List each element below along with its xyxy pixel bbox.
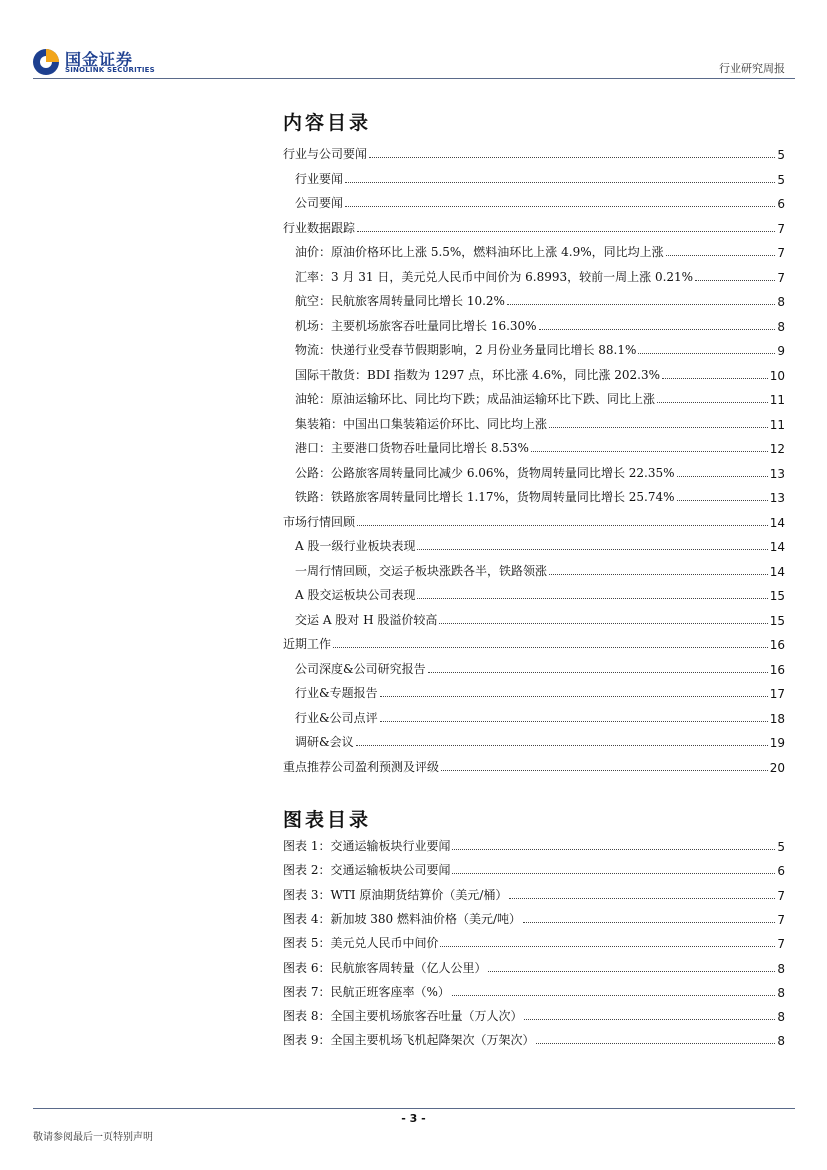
toc-entry-label: A 股交运板块公司表现 bbox=[295, 588, 416, 602]
toc-entry-page: 14 bbox=[769, 515, 785, 530]
toc-leader-dots bbox=[380, 695, 768, 697]
toc-entry-label: 行业&公司点评 bbox=[295, 710, 378, 725]
toc-entry-label: 图表 4：新加坡 380 燃料油价格（美元/吨） bbox=[283, 911, 522, 926]
toc-entry-label: 国际干散货：BDI 指数为 1297 点，环比涨 4.6%，同比涨 202.3% bbox=[295, 367, 661, 382]
toc-leader-dots bbox=[638, 352, 775, 354]
toc-entry-page: 15 bbox=[769, 613, 785, 628]
toc-leader-dots bbox=[441, 769, 768, 771]
toc-entry-page: 16 bbox=[769, 638, 785, 652]
toc-entry[interactable] bbox=[295, 706, 785, 726]
toc-entry[interactable] bbox=[283, 755, 785, 775]
toc-entry[interactable] bbox=[295, 461, 785, 481]
toc-entry-page: 7 bbox=[777, 221, 785, 236]
toc-entry-page: 7 bbox=[777, 912, 785, 927]
toc-entry[interactable] bbox=[295, 412, 785, 432]
toc-leader-dots bbox=[536, 1042, 775, 1044]
toc-entry-label: 铁路：铁路旅客周转量同比增长 1.17%，货物周转量同比增长 25.74% bbox=[295, 490, 675, 504]
toc-entry-label: 物流：快递行业受春节假期影响，2 月份业务量同比增长 88.1% bbox=[295, 343, 637, 357]
toc-entry-label: 调研&会议 bbox=[295, 735, 354, 749]
toc-leader-dots bbox=[440, 945, 775, 947]
toc-leader-dots bbox=[662, 377, 768, 379]
toc-leader-dots bbox=[357, 230, 775, 232]
toc-entry-label: 行业与公司要闻 bbox=[283, 147, 368, 161]
toc-entry-page: 13 bbox=[769, 466, 785, 481]
toc-entry-page: 7 bbox=[777, 270, 785, 285]
toc-entry-page: 19 bbox=[769, 736, 785, 750]
toc-entry[interactable] bbox=[283, 834, 785, 854]
toc-entry[interactable] bbox=[295, 608, 785, 628]
toc-leader-dots bbox=[549, 426, 768, 428]
toc-entry-page: 5 bbox=[777, 840, 785, 854]
toc-leader-dots bbox=[345, 181, 775, 183]
toc-entry-label: 汇率：3 月 31 日，美元兑人民币中间价为 6.8993，较前一周上涨 0.21% bbox=[295, 269, 694, 284]
toc-leader-dots bbox=[417, 548, 767, 550]
toc-entry[interactable] bbox=[295, 485, 785, 505]
toc-entry-page: 14 bbox=[769, 564, 785, 579]
toc-leader-dots bbox=[369, 156, 775, 158]
toc-entry-label: 公司要闻 bbox=[295, 196, 344, 210]
toc-entry-page: 5 bbox=[777, 172, 785, 187]
toc-leader-dots bbox=[428, 671, 768, 673]
toc-entry-label: 行业要闻 bbox=[295, 171, 344, 186]
toc-entry-page: 11 bbox=[769, 417, 785, 432]
toc-leader-dots bbox=[657, 401, 768, 403]
toc-entry-label: 图表 6：民航旅客周转量（亿人公里） bbox=[283, 960, 487, 975]
logo-english-name: SINOLINK SECURITIES bbox=[65, 66, 155, 74]
toc-entry-label: 图表 5：美元兑人民币中间价 bbox=[283, 936, 439, 951]
toc-leader-dots bbox=[531, 450, 768, 452]
toc-entry[interactable] bbox=[283, 510, 785, 530]
toc-entry-page: 7 bbox=[777, 888, 785, 903]
toc-entry-page: 6 bbox=[777, 197, 785, 211]
toc-entry-page: 8 bbox=[777, 961, 785, 976]
toc-leader-dots bbox=[507, 303, 775, 305]
toc-entry-label: 集装箱：中国出口集装箱运价环比、同比均上涨 bbox=[295, 416, 548, 431]
toc-entry[interactable] bbox=[283, 883, 785, 903]
toc-entry-page: 8 bbox=[777, 319, 785, 334]
toc-leader-dots bbox=[380, 720, 768, 722]
toc-entry[interactable] bbox=[283, 858, 785, 878]
toc-leader-dots bbox=[439, 622, 767, 624]
logo-accent-icon bbox=[46, 49, 59, 62]
toc-leader-dots bbox=[524, 1018, 775, 1020]
toc-entry-page: 20 bbox=[769, 760, 785, 775]
toc-entry[interactable] bbox=[283, 1004, 785, 1024]
toc-entry-label: 行业数据跟踪 bbox=[283, 220, 356, 235]
company-logo bbox=[33, 47, 173, 79]
toc-entry-page: 14 bbox=[769, 540, 785, 554]
toc-entry-label: 重点推荐公司盈利预测及评级 bbox=[283, 759, 440, 774]
toc-entry-label: 图表 1：交通运输板块行业要闻 bbox=[283, 839, 451, 853]
toc-entry[interactable] bbox=[295, 167, 785, 187]
toc-entry[interactable] bbox=[295, 240, 785, 260]
toc-entry-label: 一周行情回顾，交运子板块涨跌各半，铁路领涨 bbox=[295, 563, 548, 578]
logo-chinese-name: 国金证券 bbox=[65, 50, 134, 69]
toc-entry-label: 图表 7：民航正班客座率（%） bbox=[283, 984, 450, 999]
toc-leader-dots bbox=[452, 848, 775, 850]
toc-leader-dots bbox=[345, 205, 775, 207]
page-header bbox=[0, 0, 827, 80]
toc-entry-page: 6 bbox=[777, 864, 785, 879]
toc-entry[interactable] bbox=[283, 907, 785, 927]
toc-entry-label: 油轮：原油运输环比、同比均下跌；成品油运输环比下跌、同比上涨 bbox=[295, 392, 656, 406]
toc-entry[interactable] bbox=[295, 681, 785, 701]
header-divider bbox=[33, 78, 795, 79]
toc-entry-label: 机场：主要机场旅客吞吐量同比增长 16.30% bbox=[295, 318, 537, 333]
toc-entry-page: 12 bbox=[769, 442, 785, 456]
toc-leader-dots bbox=[357, 524, 768, 526]
toc-entry-page: 13 bbox=[769, 491, 785, 505]
page-number: - 3 - bbox=[401, 1112, 426, 1125]
toc-entry-page: 17 bbox=[769, 687, 785, 701]
toc-entry-page: 7 bbox=[777, 246, 785, 260]
toc-entry-label: 油价：原油价格环比上涨 5.5%，燃料油环比上涨 4.9%，同比均上涨 bbox=[295, 245, 664, 259]
toc-entry-label: 行业&专题报告 bbox=[295, 686, 378, 700]
toc-entry-page: 10 bbox=[769, 368, 785, 383]
toc-entry[interactable] bbox=[295, 265, 785, 285]
toc-entry-label: 公路：公路旅客周转量同比减少 6.06%，货物周转量同比增长 22.35% bbox=[295, 465, 675, 480]
toc-entry[interactable] bbox=[295, 657, 785, 677]
toc-leader-dots bbox=[356, 744, 768, 746]
toc-leader-dots bbox=[677, 499, 768, 501]
toc-entry[interactable] bbox=[295, 387, 785, 407]
report-type: 行业研究周报 bbox=[719, 62, 785, 75]
toc-entry[interactable] bbox=[295, 534, 785, 554]
toc-entry[interactable] bbox=[283, 1028, 785, 1048]
toc-entry-label: A 股一级行业板块表现 bbox=[295, 539, 416, 553]
toc-entry[interactable] bbox=[295, 436, 785, 456]
toc-entry[interactable] bbox=[295, 559, 785, 579]
toc-entry[interactable] bbox=[283, 142, 785, 162]
toc-leader-dots bbox=[539, 328, 776, 330]
toc-leader-dots bbox=[549, 573, 768, 575]
toc-leader-dots bbox=[452, 872, 775, 874]
toc-entry-page: 15 bbox=[769, 589, 785, 603]
toc-leader-dots bbox=[333, 646, 768, 648]
toc-entry-label: 图表 8：全国主要机场旅客吞吐量（万人次） bbox=[283, 1009, 523, 1024]
toc-entry[interactable] bbox=[295, 583, 785, 603]
toc-leader-dots bbox=[695, 279, 775, 281]
toc-entry-label: 图表 3：WTI 原油期货结算价（美元/桶） bbox=[283, 887, 508, 902]
toc-entry[interactable] bbox=[295, 191, 785, 211]
toc-entry-page: 11 bbox=[769, 393, 785, 407]
toc-entry-label: 图表 2：交通运输板块公司要闻 bbox=[283, 863, 451, 878]
toc-entry[interactable] bbox=[295, 314, 785, 334]
toc-leader-dots bbox=[509, 897, 775, 899]
toc-entry[interactable] bbox=[295, 338, 785, 358]
toc-entry-page: 8 bbox=[777, 295, 785, 309]
toc-leader-dots bbox=[417, 597, 767, 599]
toc-entry-page: 7 bbox=[777, 937, 785, 952]
toc-entry-page: 18 bbox=[769, 711, 785, 726]
toc-leader-dots bbox=[677, 475, 768, 477]
footer-divider bbox=[33, 1108, 795, 1109]
disclaimer-text: 敬请参阅最后一页特别声明 bbox=[33, 1132, 153, 1143]
toc-leader-dots bbox=[452, 994, 776, 996]
toc-entry-label: 航空：民航旅客周转量同比增长 10.2% bbox=[295, 294, 505, 308]
toc-entry-page: 8 bbox=[777, 1034, 785, 1049]
toc-leader-dots bbox=[666, 254, 776, 256]
toc-entry-label: 港口：主要港口货物吞吐量同比增长 8.53% bbox=[295, 441, 529, 455]
toc-entry-label: 市场行情回顾 bbox=[283, 514, 356, 529]
toc-entry-label: 交运 A 股对 H 股溢价较高 bbox=[295, 612, 438, 627]
toc-entry-page: 9 bbox=[777, 344, 785, 358]
toc-entry[interactable] bbox=[295, 289, 785, 309]
toc-entry-page: 8 bbox=[777, 985, 785, 1000]
toc-entry-label: 近期工作 bbox=[283, 637, 332, 651]
toc-entry[interactable] bbox=[283, 632, 785, 652]
toc-entry[interactable] bbox=[283, 980, 785, 1000]
toc-leader-dots bbox=[488, 970, 775, 972]
toc-entry-page: 16 bbox=[769, 662, 785, 677]
toc-entry[interactable] bbox=[295, 363, 785, 383]
toc-entry[interactable] bbox=[283, 216, 785, 236]
toc-entry-label: 公司深度&公司研究报告 bbox=[295, 661, 426, 676]
toc-entry[interactable] bbox=[283, 956, 785, 976]
figures-title: 图表目录 bbox=[283, 809, 372, 831]
toc-entry-label: 图表 9：全国主要机场飞机起降架次（万架次） bbox=[283, 1033, 535, 1048]
toc-entry[interactable] bbox=[295, 730, 785, 750]
toc-entry-page: 8 bbox=[777, 1010, 785, 1025]
contents-title: 内容目录 bbox=[283, 112, 372, 134]
toc-leader-dots bbox=[523, 921, 775, 923]
toc-entry-page: 5 bbox=[777, 148, 785, 162]
toc-entry[interactable] bbox=[283, 931, 785, 951]
